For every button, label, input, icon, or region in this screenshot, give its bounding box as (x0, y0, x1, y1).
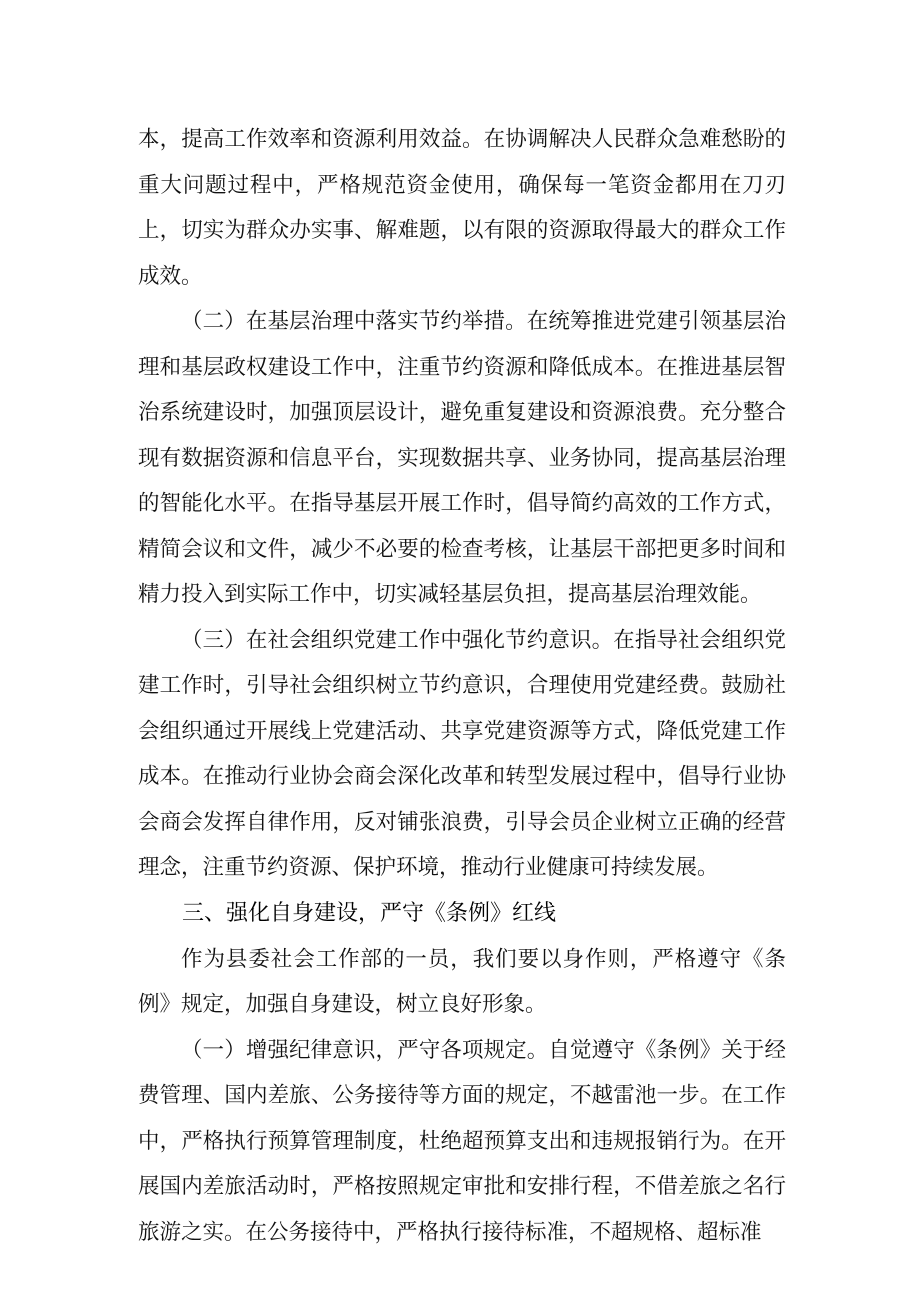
body-paragraph-intro: 作为县委社会工作部的一员，我们要以身作则，严格遵守《条例》规定，加强自身建设，树立良好形象。 (138, 946, 786, 1017)
body-paragraph-social-organization: （三）在社会组织党建工作中强化节约意识。在指导社会组织党建工作时，引导社会组织树立节约意识，合理使用党建经费。鼓励社会组织通过开展线上党建活动、共享党建资源等方式，降低党建工作成本。在推动行业协会商会深化改革和转型发展过程中，倡导行业协会商会发挥自律作用，反对铺张浪费，引导会员企业树立正确的经营理念，注重节约资源、保护环境，推动行业健康可持续发展。 (138, 627, 786, 880)
section-heading: 三、强化自身建设，严守《条例》红线 (182, 900, 557, 926)
body-paragraph-discipline: （一）增强纪律意识，严守各项规定。自觉遵守《条例》关于经费管理、国内差旅、公务接待等方面的规定，不越雷池一步。在工作中，严格执行预算管理制度，杜绝超预算支出和违规报销行为。在开展国内差旅活动时，严格按照规定审批和安排行程，不借差旅之名行旅游之实。在公务接待中，严格执行接待标准，不超规格、超标准 (138, 1037, 786, 1245)
body-paragraph-continued: 本，提高工作效率和资源利用效益。在协调解决人民群众急难愁盼的重大问题过程中，严格规范资金使用，确保每一笔资金都用在刀刃上，切实为群众办实事、解难题，以有限的资源取得最大的群众工作成效。 (138, 127, 786, 289)
document-page (138, 117, 786, 1255)
body-paragraph-grassroots-governance: （二）在基层治理中落实节约举措。在统筹推进党建引领基层治理和基层政权建设工作中，注重节约资源和降低成本。在推进基层智治系统建设时，加强顶层设计，避免重复建设和资源浪费。充分整合现有数据资源和信息平台，实现数据共享、业务协同，提高基层治理的智能化水平。在指导基层开展工作时，倡导简约高效的工作方式，精简会议和文件，减少不必要的检查考核，让基层干部把更多时间和精力投入到实际工作中，切实减轻基层负担，提高基层治理效能。 (138, 309, 786, 607)
